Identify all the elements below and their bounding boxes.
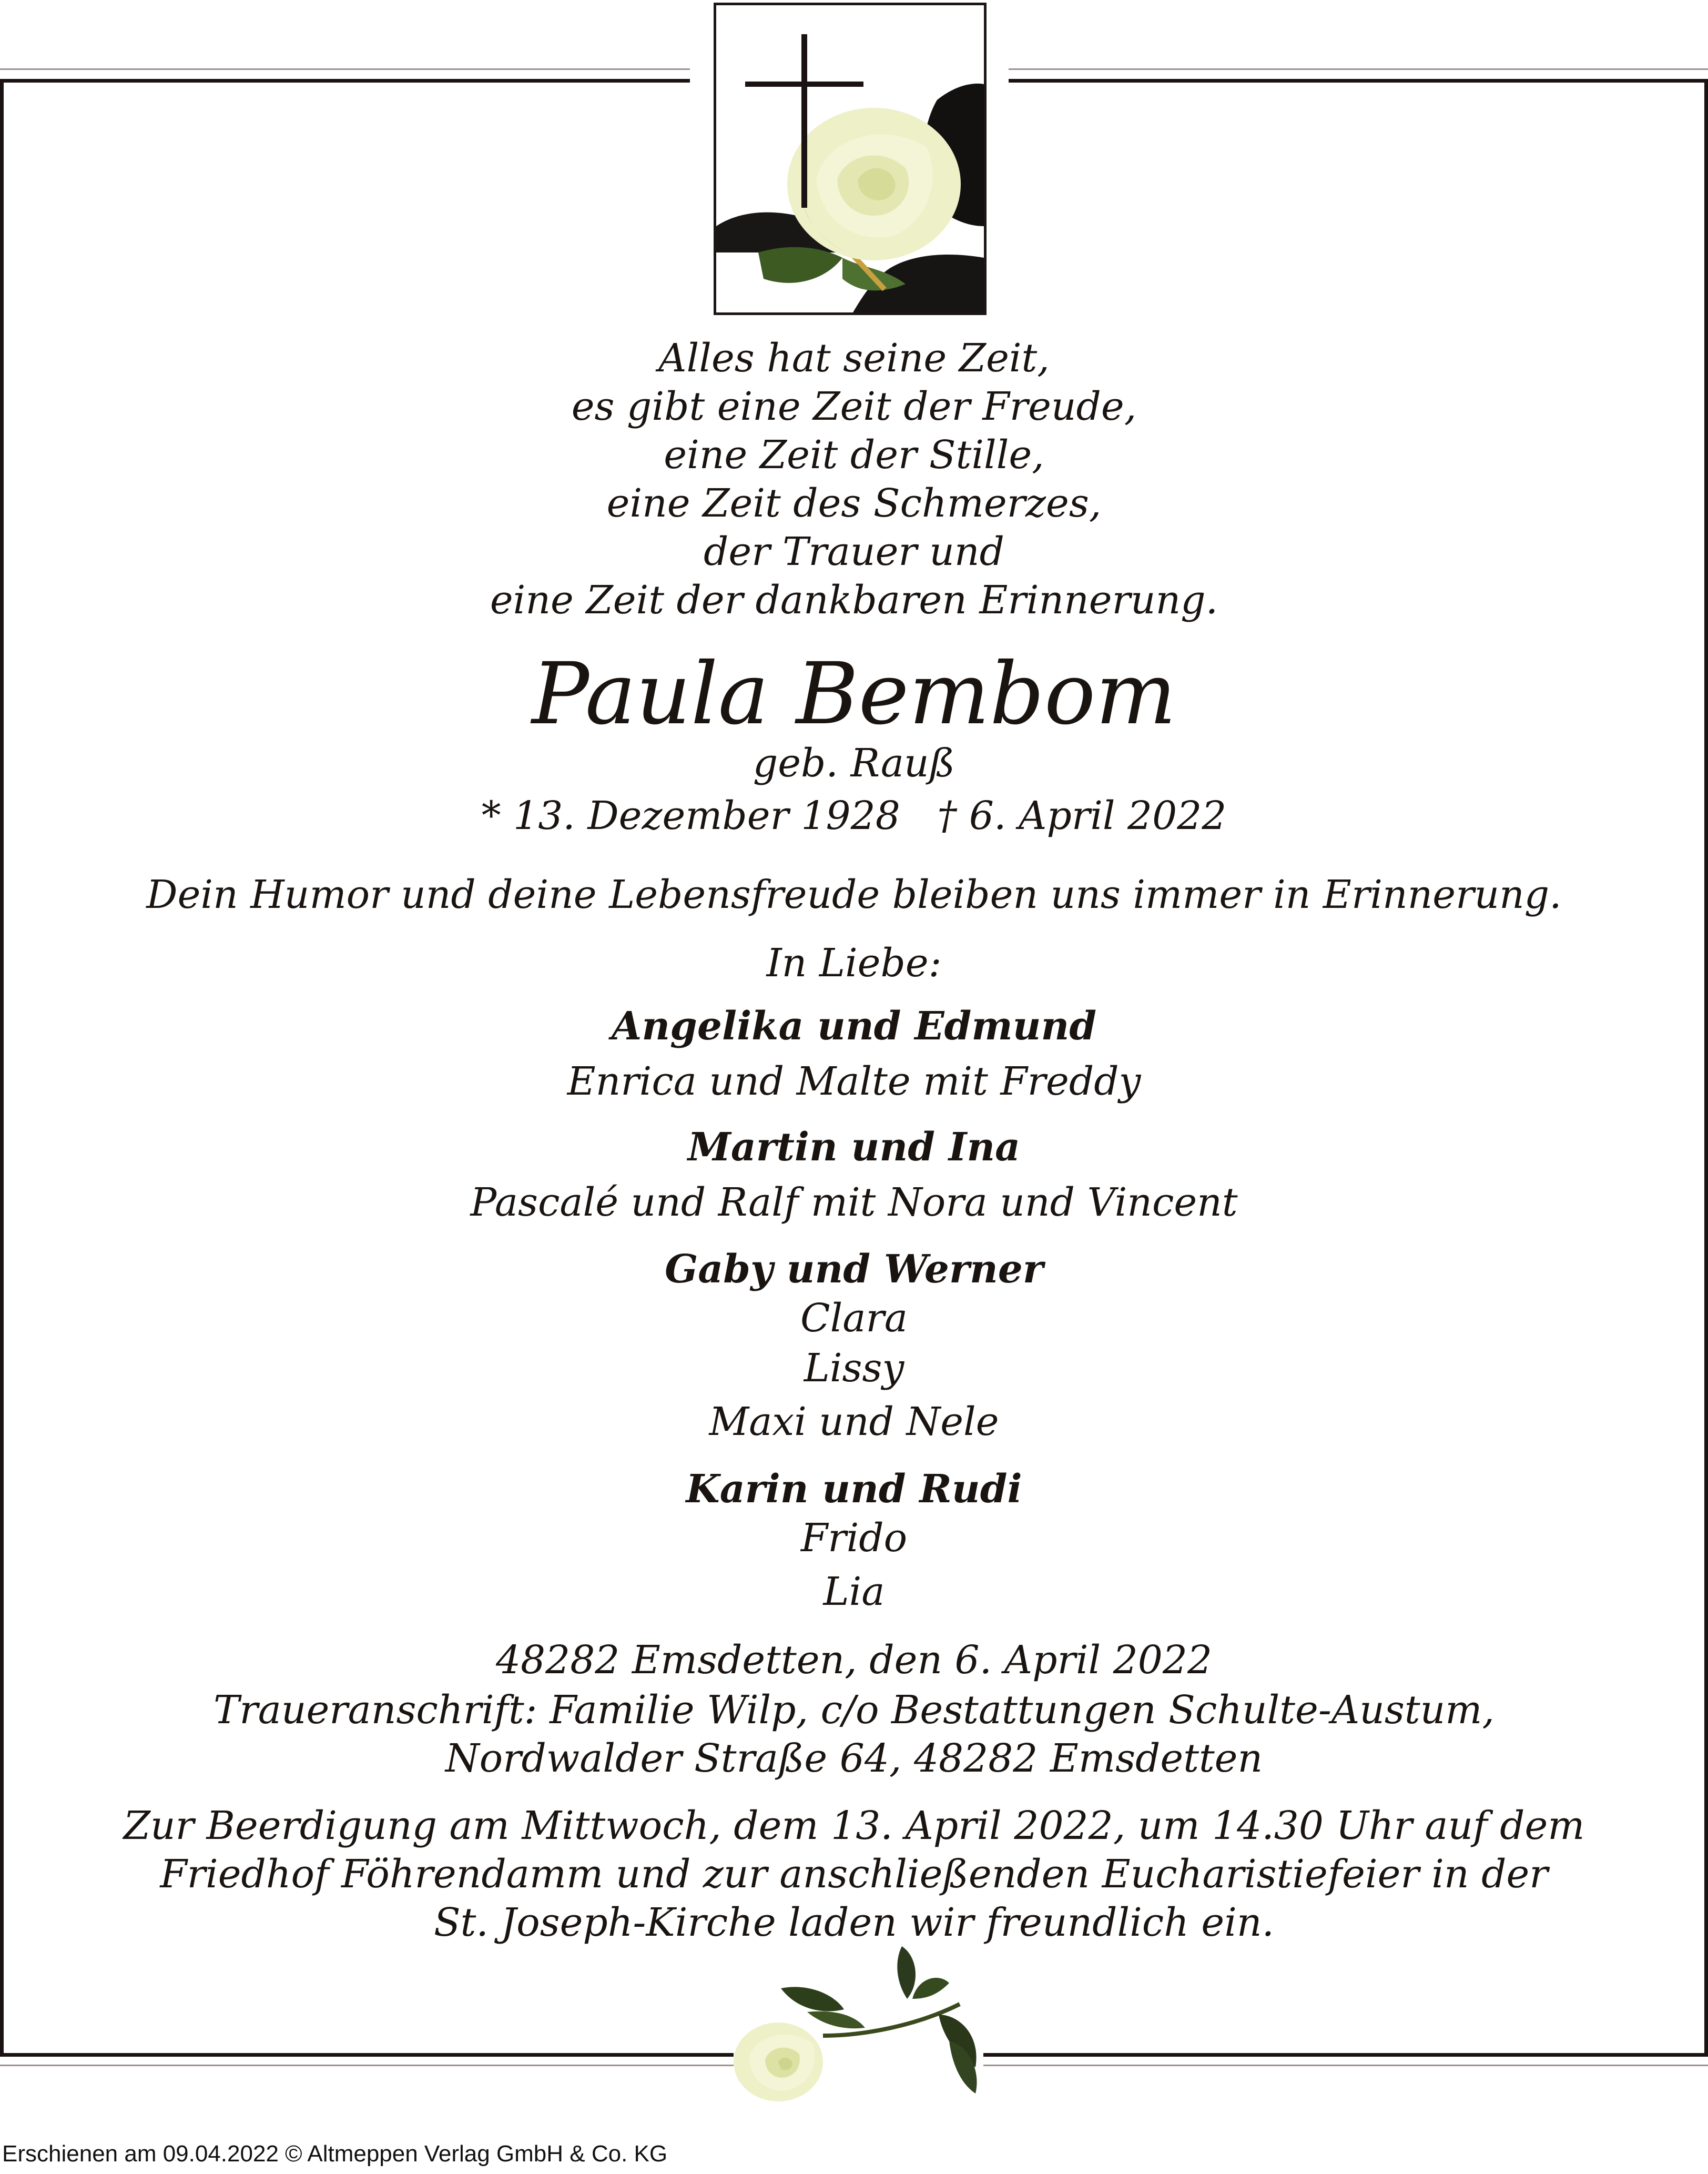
frame-bottom-right-shadow	[983, 2065, 1708, 2066]
deceased-name: Paula Bembom	[532, 645, 1176, 744]
poem-line: eine Zeit der dankbaren Erinnerung.	[490, 578, 1218, 623]
birth-name: geb. Rauß	[753, 741, 955, 786]
frame-bottom-left-line	[0, 2053, 734, 2057]
address-line: Nordwalder Straße 64, 48282 Emsdetten	[445, 1736, 1263, 1781]
family-member: Clara	[800, 1296, 908, 1341]
place-date: 48282 Emsdetten, den 6. April 2022	[495, 1637, 1213, 1683]
funeral-line: St. Joseph-Kirche laden wir freundlich ein.	[433, 1900, 1275, 1945]
family-member: Lissy	[804, 1346, 904, 1391]
frame-bottom-left-shadow	[0, 2065, 734, 2066]
address	[0, 1686, 1708, 1783]
publication-credit: Erschienen am 09.04.2022 © Altmeppen Verlag GmbH & Co. KG	[2, 2141, 668, 2167]
poem-line: Alles hat seine Zeit,	[658, 336, 1050, 381]
family-head: Karin und Rudi	[686, 1467, 1022, 1512]
rose-icon	[728, 1936, 1002, 2115]
family-member: Frido	[800, 1515, 908, 1561]
poem-line: eine Zeit des Schmerzes,	[606, 481, 1102, 526]
family-head: Martin und Ina	[687, 1125, 1021, 1170]
family-head: Angelika und Edmund	[611, 1004, 1097, 1049]
tribute-text: Dein Humor und deine Lebensfreude bleiben uns immer in Erinnerung.	[146, 872, 1562, 917]
frame-top-left-shadow	[0, 68, 690, 70]
frame-bottom-right-line	[983, 2053, 1708, 2057]
family-head: Gaby und Werner	[665, 1247, 1043, 1292]
life-dates: * 13. Dezember 1928 † 6. April 2022	[481, 793, 1227, 838]
family-member: Maxi und Nele	[709, 1399, 999, 1444]
mourners-intro: In Liebe:	[766, 941, 942, 986]
poem-line: es gibt eine Zeit der Freude,	[571, 384, 1137, 429]
address-line: Traueranschrift: Familie Wilp, c/o Bestattungen Schulte-Austum,	[213, 1687, 1494, 1733]
funeral-line: Zur Beerdigung am Mittwoch, dem 13. April 2022, um 14.30 Uhr auf dem	[123, 1803, 1585, 1848]
frame-top-left-line	[0, 79, 690, 83]
funeral-info	[0, 1802, 1708, 1947]
frame-top-right-line	[1009, 79, 1708, 83]
cross-with-rose-icon	[714, 3, 987, 315]
family-member: Enrica und Malte mit Freddy	[567, 1059, 1141, 1104]
family-member: Lia	[823, 1569, 885, 1614]
poem	[0, 334, 1708, 624]
poem-line: eine Zeit der Stille,	[664, 432, 1044, 478]
frame-top-right-shadow	[1009, 68, 1708, 70]
funeral-line: Friedhof Föhrendamm und zur anschließenden Eucharistiefeier in der	[160, 1852, 1548, 1897]
poem-line: der Trauer und	[704, 529, 1004, 574]
family-member: Pascalé und Ralf mit Nora und Vincent	[470, 1180, 1238, 1225]
